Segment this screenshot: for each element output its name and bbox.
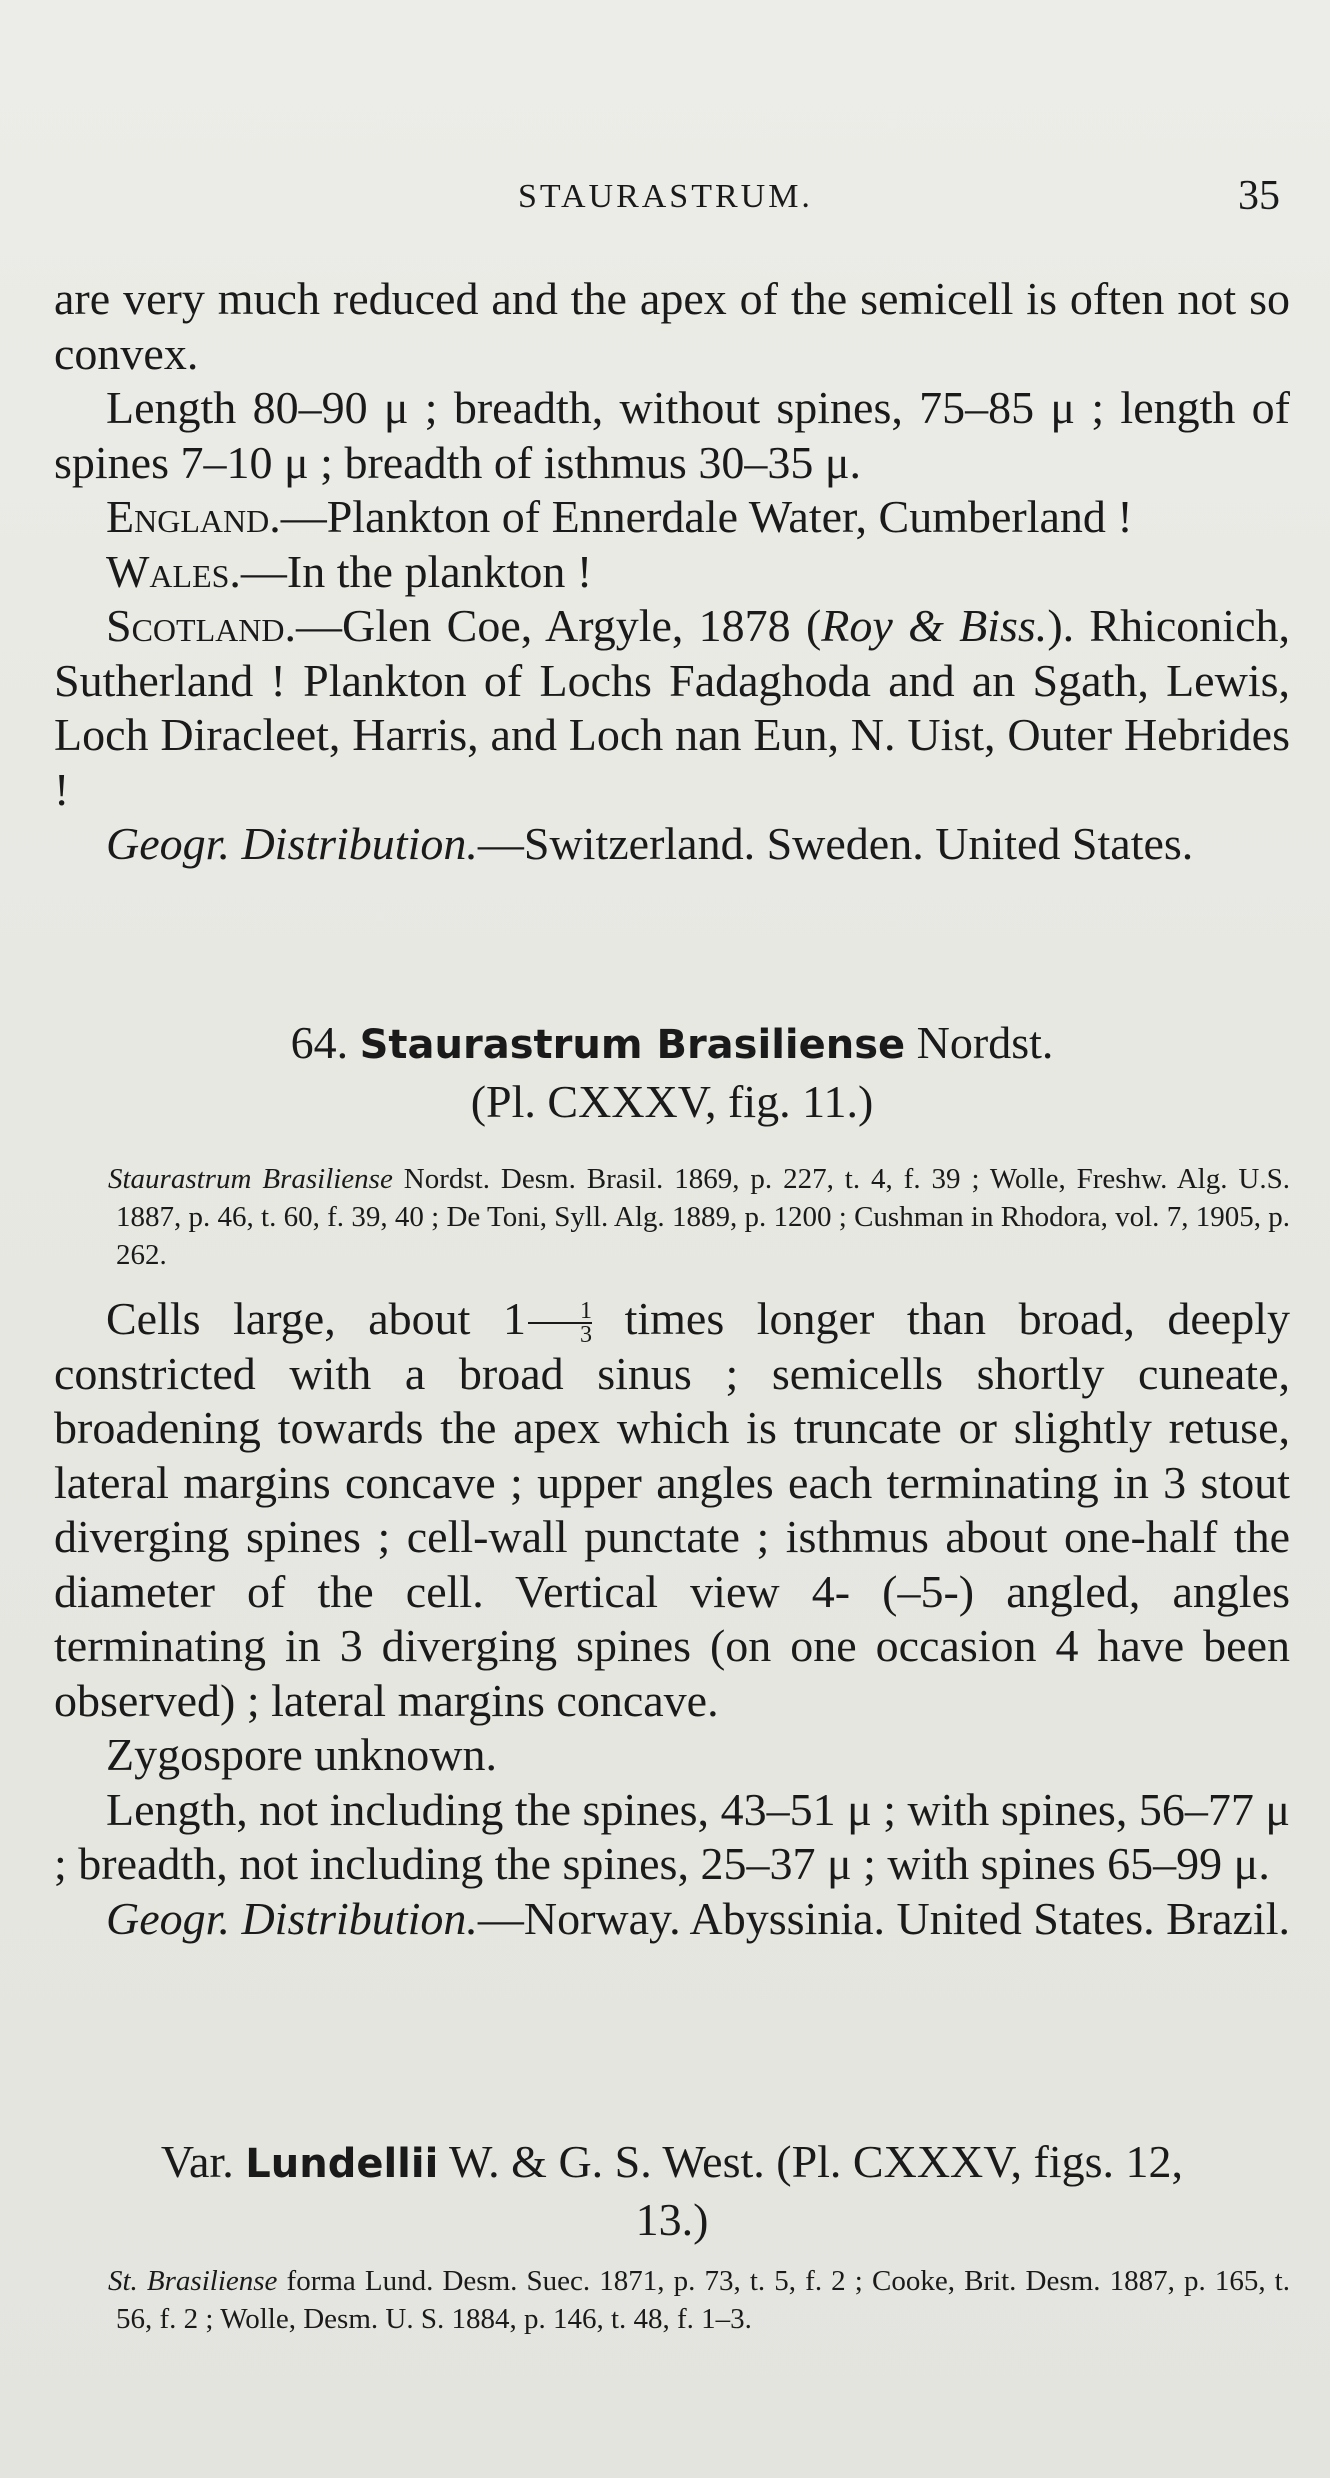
species-name: Staurastrum Brasiliense <box>359 1022 906 1068</box>
variety-rest: W. & G. S. West. (Pl. CXXXV, figs. 12, 13.) <box>438 2136 1184 2245</box>
locality-text-wales: —In the plankton ! <box>240 545 593 597</box>
synonymy-entry <box>54 1160 1290 1274</box>
locality-label-scotland: Scotland. <box>106 600 296 651</box>
variety-synonymy-text: forma Lund. Desm. Suec. 1871, p. 73, t. 5, f. 2 ; Cooke, Brit. Desm. 1887, p. 165, t. 56, f. 2 ; Wolle, Desm. U. S. 1884, p. 146, t. 48, f. 1–3. <box>116 2265 1290 2335</box>
paragraph-scotland <box>54 599 1290 817</box>
description-a: Cells large, about 1 <box>106 1293 527 1344</box>
running-head <box>0 172 1330 222</box>
locality-label-wales: Wales. <box>106 545 241 597</box>
species-heading <box>54 1016 1290 1072</box>
variety-name: Lundellii <box>245 2141 439 2187</box>
species-number: 64. <box>290 1017 349 1068</box>
distribution-label: Geogr. Distribution. <box>106 818 478 869</box>
synonymy-text: Nordst. Desm. Brasil. 1869, p. 227, t. 4, f. 39 ; Wolle, Freshw. Alg. U.S. 1887, p. 46, t. 60, f. 39, 40 ; De Toni, Syll. Alg. 1889, p. 1200 ; Cushman in Rhodora, vol. 7, 1905, p. 262. <box>116 1163 1290 1271</box>
paragraph-description <box>54 1292 1290 1728</box>
description-block <box>54 1292 1290 1946</box>
locality-text-scotland-b: ). Rhiconich, Sutherland ! Plankton of Lochs Fadaghoda and an Sgath, Lewis, Loch Diracleet, Harris, and Loch nan Eun, N. Uist, Outer Hebrides ! <box>54 600 1290 815</box>
continuation-block <box>54 272 1290 872</box>
paragraph-length: Length, not including the spines, 43–51 μ ; with spines, 56–77 μ ; breadth, not including the spines, 25–37 μ ; with spines 65–99 μ. <box>54 1783 1290 1889</box>
synonymy-name: Staurastrum Brasiliense <box>108 1163 393 1195</box>
plate-reference: (Pl. CXXXV, fig. 11.) <box>470 1076 874 1127</box>
variety-synonymy-block <box>54 2262 1290 2338</box>
distribution-label-64: Geogr. Distribution. <box>106 1892 478 1944</box>
fraction-denominator: 3 <box>528 1322 592 1346</box>
running-title: STAURASTRUM. <box>518 178 813 215</box>
species-author: Nordst. <box>916 1017 1054 1068</box>
variety-prefix: Var. <box>160 2136 234 2187</box>
locality-text-scotland-a: —Glen Coe, Argyle, 1878 ( <box>295 600 822 651</box>
distribution-text: —Switzerland. Sweden. United States. <box>477 818 1194 869</box>
paragraph-semicell: are very much reduced and the apex of the semicell is often not so convex. <box>54 273 1290 379</box>
paragraph-distribution <box>54 817 1290 872</box>
variety-heading <box>54 2134 1290 2248</box>
variety-synonymy-name: St. Brasiliense <box>108 2265 278 2297</box>
distribution-text-64: —Norway. Abyssinia. United States. Brazil. <box>477 1892 1290 1944</box>
citation-roy-biss: Roy & Biss. <box>821 600 1048 651</box>
variety-synonymy-entry <box>54 2262 1290 2338</box>
locality-text-england: —Plankton of Ennerdale Water, Cumberland ! <box>280 491 1133 542</box>
variety-heading-block <box>54 2134 1290 2248</box>
paragraph-zygospore: Zygospore unknown. <box>106 1729 497 1780</box>
description-b: times longer than broad, deeply constricted with a broad sinus ; semicells shortly cuneate, broadening towards the apex which is truncate or slightly retuse, lateral margins concave ; upper angles each terminating in 3 stout diverging spines ; cell-wall punctate ; isthmus about one-half the diameter of the cell. Vertical view 4- (–5-) angled, angles terminating in 3 diverging spines (on one occasion 4 have been observed) ; lateral margins concave. <box>54 1293 1290 1726</box>
page-number: 35 <box>1238 173 1280 219</box>
species-heading-block <box>54 1016 1290 1132</box>
paragraph-england <box>54 490 1290 545</box>
fraction-one-third <box>528 1298 593 1349</box>
paragraph-measurements: Length 80–90 μ ; breadth, without spines, 75–85 μ ; length of spines 7–10 μ ; breadth of isthmus 30–35 μ. <box>54 382 1290 488</box>
paragraph-wales <box>54 545 1290 600</box>
locality-label-england: England. <box>106 491 281 542</box>
fraction-numerator: 1 <box>580 1298 593 1325</box>
synonymy-block <box>54 1160 1290 1274</box>
paragraph-distribution-64 <box>54 1892 1290 1947</box>
